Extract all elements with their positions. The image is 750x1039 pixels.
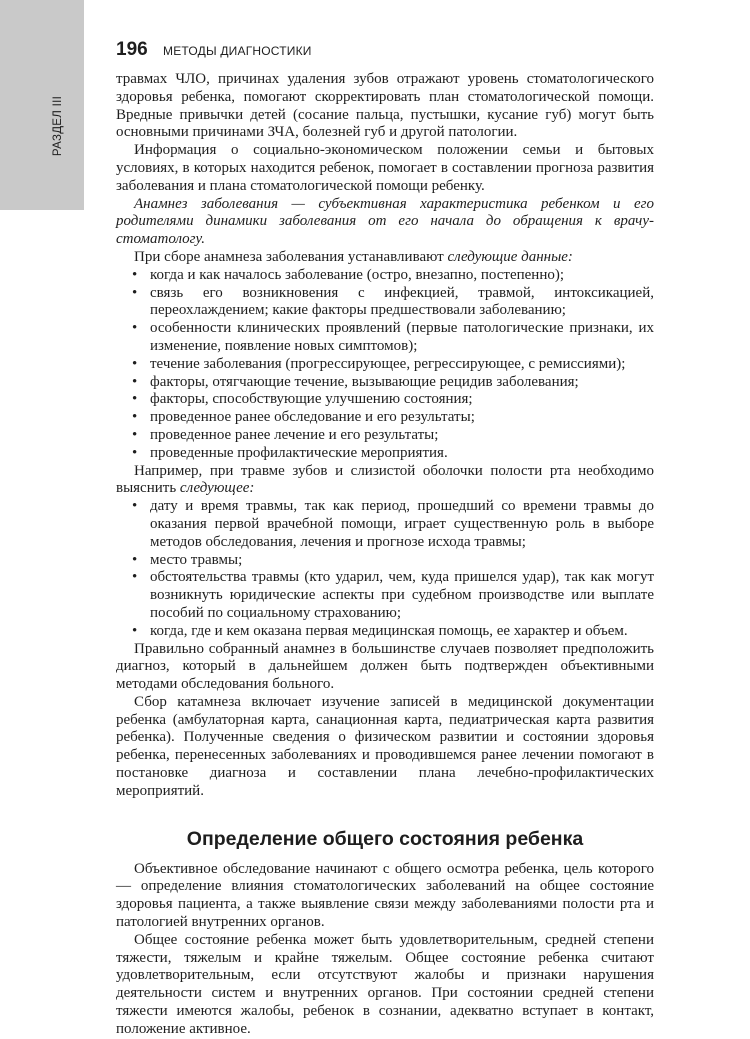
paragraph: Общее состояние ребенка может быть удовлетворительным, средней степени тяжести, тяжелым и крайне тяжелым. Общее состояние ребенка считают удовлетворительным, если отсутствуют жалобы и признаки нарушения деятельности систем и внутренних органов. При состоянии средней степени тяжести имеются жалобы, ребенок в сознании, адекватно вступает в контакт, положение активное.: [116, 931, 654, 1037]
list-item: • когда, где и кем оказана первая медицинская помощь, ее характер и объем.: [116, 623, 654, 641]
list-item: • течение заболевания (прогрессирующее, регрессирующее, с ремиссиями);: [116, 356, 654, 374]
paragraph: Правильно собранный анамнез в большинстве случаев позволяет предположить диагноз, который в дальнейшем должен быть подтвержден объективными методами обследования больного.: [116, 640, 654, 693]
paragraph: Объективное обследование начинают с общего осмотра ребенка, цель которого — определение влияния стоматологических заболеваний на общее состояние здоровья пациента, а также выявление связи между заболеваниями полости рта и патологией внутренних органов.: [116, 860, 654, 931]
text-run: При сборе анамнеза заболевания устанавливают: [134, 248, 448, 265]
list-item: • особенности клинических проявлений (первые патологические признаки, их изменение, появление новых симптомов);: [116, 320, 654, 356]
list-item: • факторы, отягчающие течение, вызывающие рецидив заболевания;: [116, 374, 654, 392]
list-item: • место травмы;: [116, 552, 654, 570]
list-item: • проведенные профилактические мероприятия.: [116, 445, 654, 463]
text-run: Например, при травме зубов и слизистой оболочки полости рта необходимо выяснить: [116, 462, 654, 497]
paragraph-list-intro: [116, 249, 654, 267]
list-item: • связь его возникновения с инфекцией, травмой, интоксикацией, переохлаждением; какие факторы предшествовали заболеванию;: [116, 285, 654, 321]
paragraph: травмах ЧЛО, причинах удаления зубов отражают уровень стоматологического здоровья ребенка, помогают скорректировать план стоматологической помощи. Вредные привычки детей (сосание пальца, пустышки, кусание губ) могут быть основными причинами ЗЧА, болезней губ и другой патологии.: [116, 71, 654, 141]
list-item: • когда и как началось заболевание (остро, внезапно, постепенно);: [116, 267, 654, 285]
section-label-text: РАЗДЕЛ III: [52, 95, 64, 157]
list-item: • проведенное ранее обследование и его результаты;: [116, 409, 654, 427]
page-body: [116, 71, 654, 1039]
paragraph-italic-definition: Анамнез заболевания — субъективная характеристика ребенком и его родителями динамики заболевания от его начала до обращения к врачу-стоматологу.: [116, 195, 654, 248]
list-item: • проведенное ранее лечение и его результаты;: [116, 427, 654, 445]
paragraph-list-intro: [116, 463, 654, 499]
list-item: • факторы, способствующие улучшению состояния;: [116, 391, 654, 409]
emphasis: следующее:: [179, 480, 255, 497]
running-head: МЕТОДЫ ДИАГНОСТИКИ: [163, 44, 312, 58]
emphasis: следующие данные:: [447, 248, 573, 265]
list-item: • обстоятельства травмы (кто ударил, чем, куда пришелся удар), так как могут возникнуть юридические аспекты при судебном производстве или выплате пособий по социальному страхованию;: [116, 569, 654, 622]
section-side-tab: [0, 0, 84, 210]
list-item: • дату и время травмы, так как период, прошедший со времени травмы до оказания первой врачебной помощи, играет существенную роль в выборе методов обследования, лечения и прогнозе исхода травмы;: [116, 498, 654, 551]
bullet-list-trauma: [116, 498, 654, 640]
page-number: 196: [116, 39, 148, 60]
section-heading: Определение общего состояния ребенка: [186, 827, 584, 850]
bullet-list-anamnesis: [116, 267, 654, 463]
paragraph: Информация о социально-экономическом положении семьи и бытовых условиях, в которых находится ребенок, помогает в составлении прогноза развития заболевания и плана стоматологической помощи ребенку.: [116, 142, 654, 194]
paragraph: Сбор катамнеза включает изучение записей в медицинской документации ребенка (амбулаторная карта, санационная карта, педиатрическая карта развития ребенка). Полученные сведения о физическом развитии и состоянии здоровья ребенка, перенесенных заболеваниях и проводившемся ранее лечении помогают в постановке диагноза и составлении плана лечебно-профилактических мероприятий.: [116, 693, 654, 799]
